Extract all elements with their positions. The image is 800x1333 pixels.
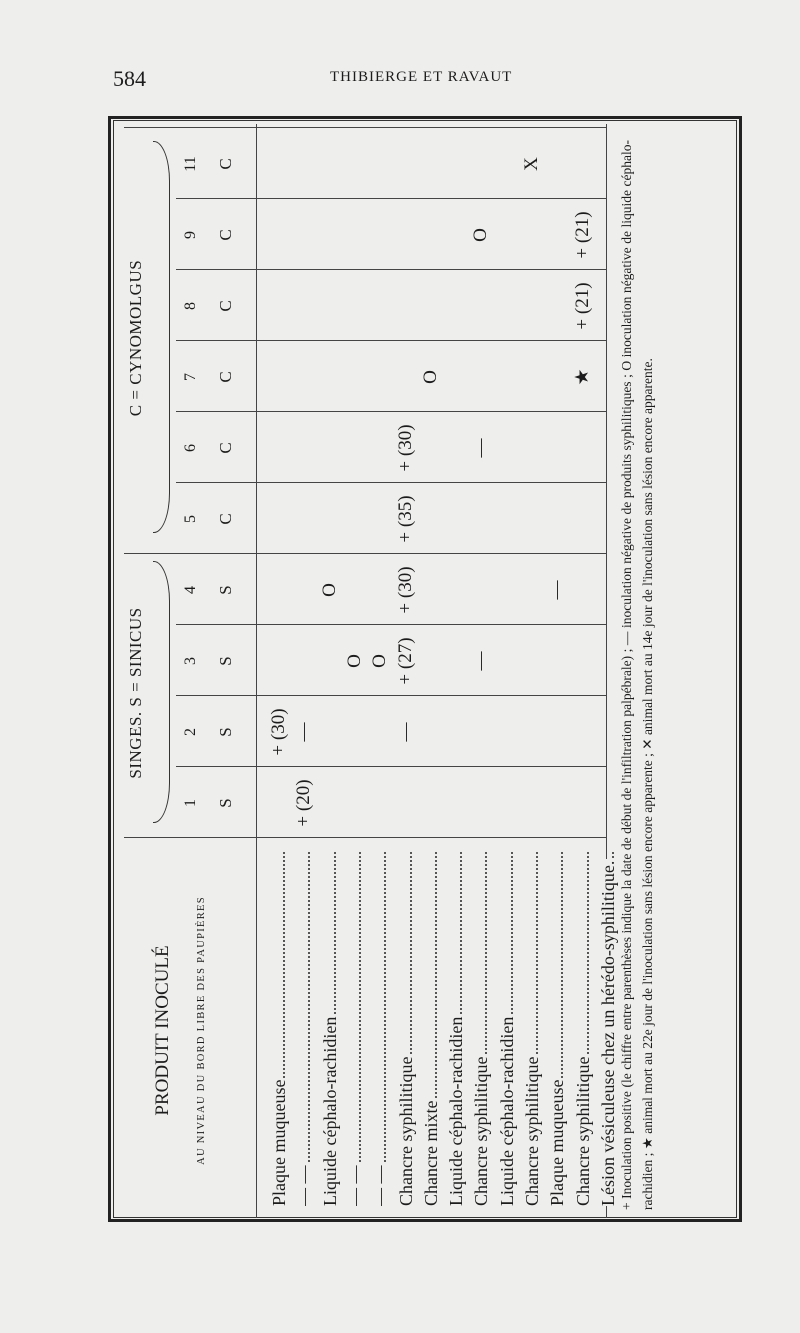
column-number: 2 xyxy=(182,728,199,736)
column-rule xyxy=(176,340,606,341)
result-mark: + (30) xyxy=(268,708,289,756)
brace-singes xyxy=(153,561,170,823)
column-number: 5 xyxy=(182,515,199,523)
row-label-text: Plaque muqueuse xyxy=(269,1079,289,1206)
result-mark: O xyxy=(470,228,492,242)
column-number: 3 xyxy=(182,657,199,665)
result-mark: — xyxy=(293,722,315,742)
column-species: C xyxy=(216,300,235,312)
row-label-text: Plaque muqueuse xyxy=(547,1079,568,1206)
row-label-text: — — xyxy=(294,1165,315,1206)
row-label-text: Liquide céphalo-rachidien xyxy=(496,1016,517,1206)
row-label-text: Liquide céphalo-rachidien xyxy=(446,1016,467,1206)
column-species: C xyxy=(216,158,235,170)
result-mark: X xyxy=(521,157,542,171)
row-label-text: Lésion vésiculeuse chez un hérédo-syphilitique. xyxy=(597,860,618,1206)
row-label-text: Liquide céphalo-rachidien xyxy=(319,1016,340,1206)
row-label xyxy=(468,846,494,1206)
result-mark: O xyxy=(343,654,365,668)
rotated-table xyxy=(116,124,734,1218)
result-mark: + (27) xyxy=(394,637,416,685)
column-species: C xyxy=(216,442,235,454)
header-produit-inocule: PRODUIT INOCULÉ xyxy=(152,945,173,1116)
header-subtitle: AU NIVEAU DU BORD LIBRE DES PAUPIÈRES xyxy=(196,896,207,1165)
column-species: C xyxy=(216,371,235,383)
column-species: S xyxy=(216,585,235,595)
result-mark: — xyxy=(546,580,568,600)
result-mark: + (30) xyxy=(394,424,416,472)
result-mark: ★ xyxy=(571,368,593,386)
row-label-text: Chancre syphilitique xyxy=(471,1056,492,1206)
running-head: THIBIERGE ET RAVAUT xyxy=(330,69,513,85)
column-rule xyxy=(124,127,606,128)
result-mark: + (35) xyxy=(394,495,416,543)
row-label xyxy=(393,846,419,1206)
result-mark: O xyxy=(369,654,391,668)
row-label-text: Chancre syphilitique xyxy=(395,1056,416,1206)
result-mark: O xyxy=(318,583,340,597)
column-species: S xyxy=(216,656,235,666)
column-species: S xyxy=(216,798,235,808)
column-rule xyxy=(176,482,606,483)
column-number: 9 xyxy=(182,231,199,239)
column-rule xyxy=(176,624,606,625)
page-number: 584 xyxy=(113,66,146,91)
column-number: 6 xyxy=(182,444,199,452)
result-mark: O xyxy=(419,370,441,384)
result-mark: — xyxy=(394,722,416,742)
column-species: C xyxy=(216,513,235,525)
column-rule xyxy=(176,269,606,270)
row-label xyxy=(494,846,520,1206)
row-label xyxy=(544,846,570,1206)
group-label-cynomolgus: C = CYNOMOLGUS xyxy=(126,259,145,417)
result-mark: + (20) xyxy=(293,779,315,827)
result-mark: + (30) xyxy=(394,566,416,614)
result-mark: — xyxy=(470,651,492,671)
result-mark: — xyxy=(470,438,492,458)
row-label xyxy=(595,846,621,1206)
row-label-text: Chancre mixte xyxy=(420,1100,441,1206)
column-number: 1 xyxy=(182,799,199,807)
row-label xyxy=(418,846,444,1206)
row-label xyxy=(317,846,343,1206)
row-label-text: Chancre syphilitique xyxy=(522,1056,542,1206)
column-species: C xyxy=(216,229,235,241)
result-mark: + (21) xyxy=(571,211,593,259)
row-label-text: — — xyxy=(344,1165,365,1206)
column-number: 4 xyxy=(182,586,199,594)
column-number: 7 xyxy=(182,373,199,381)
row-label xyxy=(570,846,596,1206)
row-label-text: Chancre syphilitique xyxy=(572,1056,593,1206)
row-label-text: — — xyxy=(370,1165,391,1206)
row-label xyxy=(342,846,368,1206)
legend: + Inoculation positive (le chiffre entre parenthèses indique la date de début de l'infiltration palpébrale) ; — inoculation négative de produits syphilitiques ; O inoculation négative de liquide céphalo-rachidien ; ★ animal mort au 22e jour de l'inoculation sans lésion encore apparente ; ✕ animal mort au 14e jour de l'inoculation sans lésion encore apparente. xyxy=(619,140,655,1210)
column-number: 8 xyxy=(182,302,199,310)
row-label xyxy=(291,846,317,1206)
brace-cynomolgus xyxy=(153,141,170,533)
row-label xyxy=(266,846,292,1206)
row-label xyxy=(519,846,545,1206)
header-rule xyxy=(256,124,257,1218)
column-number: 11 xyxy=(182,156,199,172)
result-mark: + (21) xyxy=(571,282,593,330)
column-rule xyxy=(176,411,606,412)
row-label xyxy=(367,846,393,1206)
row-label xyxy=(443,846,469,1206)
column-species: S xyxy=(216,727,235,737)
group-label-singes: SINGES. S = SINICUS xyxy=(126,607,145,779)
column-rule xyxy=(176,766,606,767)
